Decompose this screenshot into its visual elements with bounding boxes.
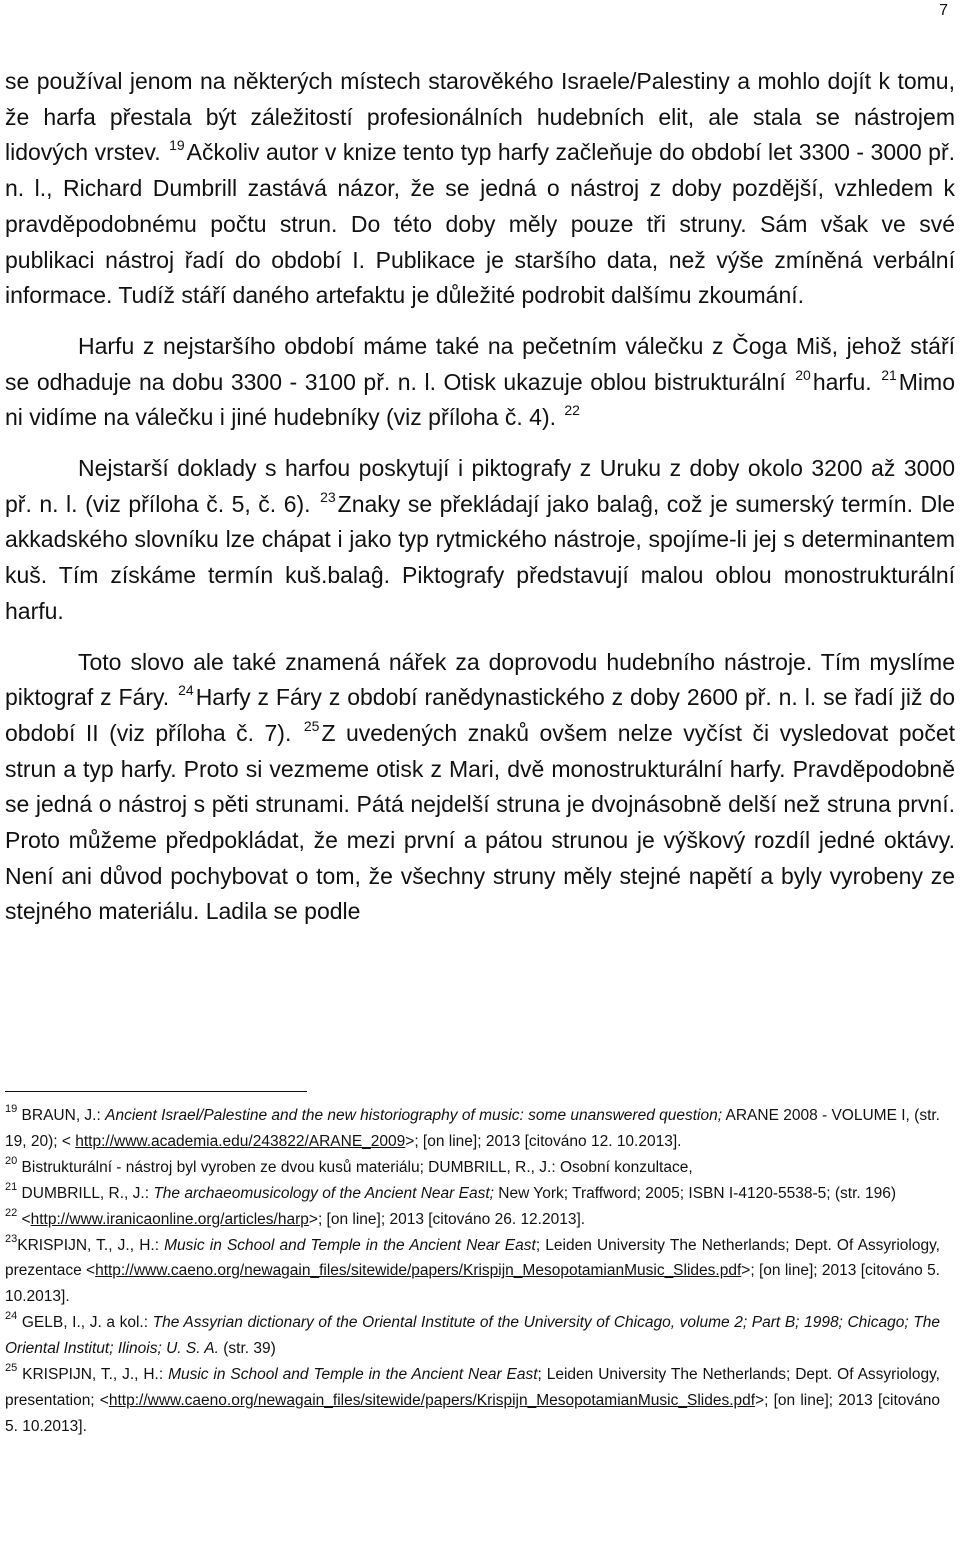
footnote-reference[interactable]: 20: [795, 366, 811, 383]
footnote-text: DUMBRILL, R., J.:: [17, 1184, 154, 1202]
footnote-separator: [5, 1091, 307, 1092]
footnote-20: [5, 1155, 940, 1181]
footnote-23: [5, 1233, 940, 1311]
body-paragraph: [5, 645, 955, 931]
footnote-reference[interactable]: 25: [303, 717, 320, 734]
paragraph-text: Nejstarší doklady s harfou poskytují i piktografy z Uruku z doby okolo 3200 až 3000 př. n. l. (viz příloha č. 5, č. 6).: [5, 455, 955, 517]
body-text: [5, 64, 955, 930]
footnote-text: (str. 39): [218, 1340, 276, 1358]
footnote-reference[interactable]: 21: [881, 366, 897, 383]
footnote-19: [5, 1103, 940, 1155]
footnote-text: >; [on line]; 2013 [citováno 26. 12.2013].: [308, 1210, 586, 1228]
footnote-25: [5, 1362, 940, 1440]
footnote-number: 19: [5, 1103, 18, 1115]
paragraph-text: Mimo ni vidíme na válečku i jiné hudebníky (viz příloha č. 4).: [5, 368, 955, 431]
footnote-title: Music in School and Temple in the Ancient Near East: [168, 1366, 538, 1384]
footnote-link[interactable]: http://www.academia.edu/243822/ARANE_2009: [75, 1132, 406, 1150]
footnote-text: >; [on line]; 2013 [citováno 12. 10.2013].: [405, 1132, 682, 1150]
body-paragraph: [5, 329, 955, 436]
footnote-number: 21: [5, 1180, 18, 1193]
footnote-text: New York; Traffword; 2005; ISBN I-4120-5538-5; (str. 196): [493, 1184, 897, 1202]
footnote-reference[interactable]: 24: [178, 682, 194, 699]
footnote-text: ARANE 2008 - VOLUME I, (str. 19, 20); <: [5, 1107, 940, 1150]
footnote-title: Music in School and Temple in the Ancient Near East: [164, 1236, 536, 1254]
footnote-text: >; [on line]; 2013 [citováno 5. 10.2013].: [5, 1262, 940, 1306]
footnote-title: Ancient Israel/Palestine and the new historiography of music: some unanswered question;: [105, 1107, 723, 1124]
page-number: 7: [939, 2, 948, 19]
footnote-22: [5, 1207, 940, 1233]
footnote-reference[interactable]: 19: [169, 137, 185, 154]
footnote-number: 20: [5, 1154, 18, 1167]
paragraph-text: Harfu z nejstaršího období máme také na pečetním válečku z Čoga Miš, jehož stáří se odhaduje na dobu 3300 - 3100 př. n. l. Otisk ukazuje oblou bistrukturální: [5, 332, 955, 395]
paragraph-text: Z uvedených znaků ovšem nelze vyčíst či vysledovat počet strun a typ harfy. Proto si vezmeme otisk z Mari, dvě monostrukturální harfy. Pravděpodobně se jedná o nástroj s pěti strunami. Pátá nejdelší struna je dvojnásobně delší než struna první. Proto můžeme předpokládat, že mezi první a pátou strunou je výškový rozdíl jedné oktávy. Není ani důvod pochybovat o tom, že všechny struny měly stejné napětí a byly vyrobeny ze stejného materiálu. Ladila se podle: [5, 719, 956, 925]
footnote-number: 22: [5, 1206, 18, 1219]
footnote-text: KRISPIJN, T., J., H.:: [17, 1236, 165, 1254]
footnote-reference[interactable]: 22: [564, 402, 580, 419]
footnote-text: Bistrukturální - nástroj byl vyroben ze dvou kusů materiálu; DUMBRILL, R., J.: Osobní konzultace,: [17, 1158, 693, 1176]
footnote-text: KRISPIJN, T., J., H.:: [17, 1366, 169, 1384]
footnote-title: The Assyrian dictionary of the Oriental Institute of the University of Chicago, volume 2; Part B; 1998; Chicago; The Oriental Institut; Ilinois; U. S. A.: [5, 1314, 940, 1358]
footnote-number: 24: [5, 1310, 18, 1323]
footnote-number: 23: [5, 1232, 18, 1245]
footnote-text: <: [17, 1210, 31, 1228]
footnote-link[interactable]: http://www.iranicaonline.org/articles/harp: [30, 1210, 309, 1228]
paragraph-text: Toto slovo ale také znamená nářek za doprovodu hudebního nástroje. Tím myslíme piktograf z Fáry.: [5, 648, 955, 711]
footnote-text: ; Leiden University The Netherlands; Dept. Of Assyriology, prezentace <: [5, 1236, 940, 1280]
paragraph-text: Harfy z Fáry z období ranědynastického z doby 2600 př. n. l. se řadí již do období II (viz příloha č. 7).: [5, 684, 956, 746]
footnote-link[interactable]: http://www.caeno.org/newagain_files/sitewide/papers/Krispijn_MesopotamianMusic_Slides.pdf: [108, 1391, 756, 1409]
footnote-text: GELB, I., J. a kol.:: [17, 1314, 153, 1332]
footnote-number: 25: [5, 1362, 18, 1375]
body-paragraph: [5, 64, 955, 314]
footnote-reference[interactable]: 23: [320, 488, 336, 505]
footnote-text: ; Leiden University The Netherlands; Dept. Of Assyriology, presentation; <: [5, 1366, 940, 1409]
paragraph-text: se používal jenom na některých místech starověkého Israele/Palestiny a mohlo dojít k tomu, že harfa přestala být záležitostí profesionálních hudebních elit, ale stala se nástrojem lidových vrstev.: [5, 68, 955, 166]
body-paragraph: [5, 451, 955, 630]
paragraph-text: Znaky se překládají jako balaĝ, což je sumerský termín. Dle akkadského slovníku lze chápat i jako typ rytmického nástroje, spojíme-li jej s determinantem kuš. Tím získáme termín kuš.balaĝ. Piktografy představují malou oblou monostrukturální harfu.: [5, 490, 956, 624]
footnote-text: >; [on line]; 2013 [citováno 5. 10.2013].: [5, 1391, 940, 1435]
footnote-text: BRAUN, J.:: [17, 1107, 106, 1124]
footnote-24: [5, 1310, 940, 1362]
paragraph-text: harfu.: [812, 368, 872, 395]
footnote-link[interactable]: http://www.caeno.org/newagain_files/sitewide/papers/Krispijn_MesopotamianMusic_Slides.pdf: [95, 1262, 742, 1280]
paragraph-text: Ačkoliv autor v knize tento typ harfy začleňuje do období let 3300 - 3000 př. n. l., Richard Dumbrill zastává názor, že se jedná o nástroj z doby pozdější, vzhledem k pravděpodobnému počtu strun. Do této doby měly pouze tři struny. Sám však ve své publikaci nástroj řadí do období I. Publikace je staršího data, než výše zmíněná verbální informace. Tudíž stáří daného artefaktu je důležité podrobit dalšímu zkoumání.: [5, 139, 956, 309]
footnote-title: The archaeomusicology of the Ancient Near East;: [153, 1184, 494, 1202]
footnotes: [5, 1103, 940, 1440]
footnote-21: [5, 1181, 940, 1207]
